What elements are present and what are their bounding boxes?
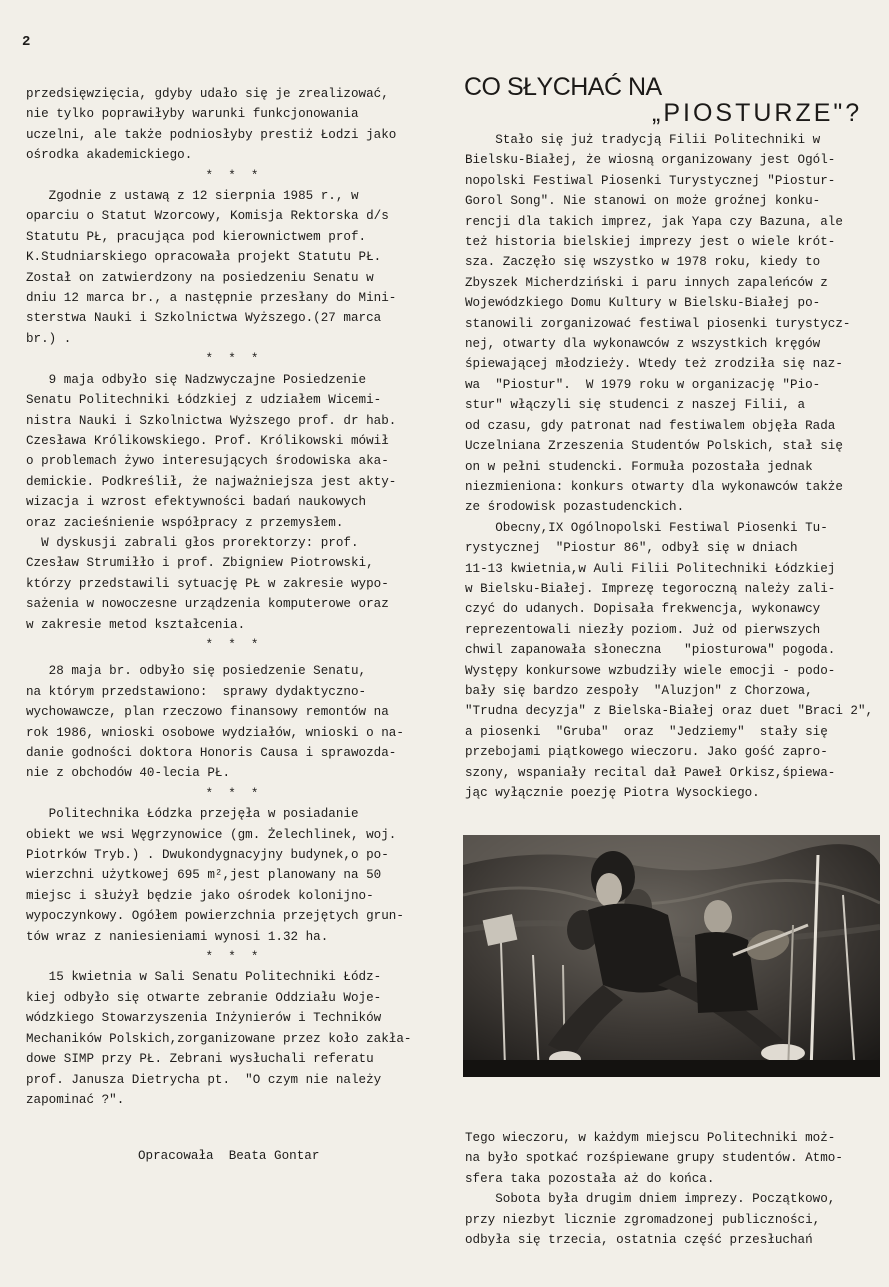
text-line: Sobota była drugim dniem imprezy. Początkowo, xyxy=(465,1192,836,1207)
paragraph xyxy=(26,661,436,783)
right-column-continuation xyxy=(465,1128,880,1250)
text-line: Występy konkursowe wzbudziły wiele emocji - podo- xyxy=(465,663,836,678)
signature xyxy=(26,1146,436,1166)
paragraph xyxy=(465,1128,880,1189)
text-line: Zbyszek Micherdziński i paru innych zapaleńców z xyxy=(465,275,828,290)
text-line: na którym przedstawiono: sprawy dydaktyczno- xyxy=(26,684,367,699)
text-line: a piosenki "Gruba" oraz "Jedziemy" stały się xyxy=(465,724,828,739)
text-line: nie tylko poprawiłyby warunki funkcjonowania xyxy=(26,107,359,122)
text-line: nistra Nauki i Szkolnictwa Wyższego prof. dr hab. xyxy=(26,413,397,428)
text-line: przy niezbyt licznie zgromadzonej publiczności, xyxy=(465,1212,821,1227)
section-separator: * * * xyxy=(205,352,259,367)
paragraph xyxy=(26,84,436,166)
text-line: sza. Zaczęło się wszystko w 1978 roku, kiedy to xyxy=(465,255,821,270)
article-headline-line1: CO SŁYCHAĆ NA xyxy=(464,73,662,101)
text-line: reprezentowali niezły poziom. Już od pierwszych xyxy=(465,622,821,637)
text-line: nej, otwarty dla wykonawców z wszystkich kręgów xyxy=(465,337,821,352)
text-line: 11-13 kwietnia,w Auli Filii Politechniki Łódzkiej xyxy=(465,561,836,576)
section-separator: * * * xyxy=(205,168,259,183)
text-line: od czasu, gdy patronat nad festiwalem objęła Rada xyxy=(465,418,836,433)
text-line: Bielsku-Białej, że wiosną organizowany jest Ogól- xyxy=(465,153,836,168)
text-line: Czesława Królikowskiego. Prof. Królikowski mówił xyxy=(26,433,389,448)
text-line: szony, wspaniały recital dał Paweł Orkisz,śpiewa- xyxy=(465,765,836,780)
text-line: br.) . xyxy=(26,331,72,346)
text-line: Został on zatwierdzony na posiedzeniu Senatu w xyxy=(26,270,374,285)
text-line: stanowili zorganizować festiwal piosenki turystycz- xyxy=(465,316,851,331)
paragraph xyxy=(465,130,880,518)
text-line: rystycznej "Piostur 86", odbył się w dniach xyxy=(465,541,798,556)
text-line: na było spotkać rozśpiewane grupy studentów. Atmo- xyxy=(465,1151,843,1166)
text-line: 28 maja br. odbyło się posiedzenie Senatu, xyxy=(26,664,367,679)
text-line: 15 kwietnia w Sali Senatu Politechniki Łódz- xyxy=(26,970,382,985)
text-line: Gorol Song". Nie stanowi on może groźnej konku- xyxy=(465,194,821,209)
right-column xyxy=(465,130,880,803)
text-line: niezmieniona: konkurs otwarty dla wykonawców także xyxy=(465,479,843,494)
text-line: chwil zapanowała słoneczna "piosturowa" pogoda. xyxy=(465,643,836,658)
text-line: odbyła się trzecia, ostatnia część przesłuchań xyxy=(465,1233,813,1248)
text-line: Senatu Politechniki Łódzkiej z udziałem Wicemi- xyxy=(26,393,382,408)
paragraph xyxy=(26,186,436,349)
text-line: tów wraz z naniesieniami wynosi 1.32 ha. xyxy=(26,929,329,944)
text-line: danie godności doktora Honoris Causa i sprawozda- xyxy=(26,746,397,760)
text-line: wierzchni użytkowej 695 m²,jest planowany na 50 xyxy=(26,868,382,883)
text-line: wizacja i wzrost efektywności badań naukowych xyxy=(26,495,367,510)
text-line: "Trudna decyzja" z Bielska-Białej oraz duet "Braci 2", xyxy=(465,704,874,719)
text-line: dowe SIMP przy PŁ. Zebrani wysłuchali referatu xyxy=(26,1052,374,1067)
article-headline-line2: „PIOSTURZE"? xyxy=(652,99,863,127)
text-line: stur" włączyli się studenci z naszej Filii, a xyxy=(465,398,806,413)
text-line: sfera taka pozostała aż do końca. xyxy=(465,1171,715,1186)
paragraph xyxy=(26,804,436,947)
section-separator: * * * xyxy=(205,950,259,965)
text-line: jąc wyłącznie poezję Piotra Wysockiego. xyxy=(465,786,760,800)
text-line: obiekt we wsi Węgrzynowice (gm. Żelechlinek, woj. xyxy=(26,827,397,842)
text-line: którzy przedstawili sytuację PŁ w zakresie wypo- xyxy=(26,576,389,591)
text-line: Stało się już tradycją Filii Politechniki w xyxy=(465,133,821,147)
text-line: ośrodka akademickiego. xyxy=(26,148,193,163)
text-line: Obecny,IX Ogólnopolski Festiwal Piosenki Tu- xyxy=(465,520,828,535)
text-line: w Bielsku-Białej. Imprezę tegoroczną należy zali- xyxy=(465,581,836,596)
text-line: wypoczynkowy. Ogółem powierzchnia przejętych grun- xyxy=(26,909,404,924)
text-line: oparciu o Statut Wzorcowy, Komisja Rektorska d/s xyxy=(26,209,389,224)
text-line: demickie. Podkreślił, że najważniejsza jest akty- xyxy=(26,474,397,489)
text-line: o problemach żywo interesujących środowiska aka- xyxy=(26,454,389,469)
text-line: prof. Janusza Dietrycha pt. "O czym nie należy xyxy=(26,1072,382,1087)
text-line: wychowawcze, plan rzeczowo finansowy remontów na xyxy=(26,705,389,720)
text-line: Czesław Strumiłło i prof. Zbigniew Piotrowski, xyxy=(26,556,374,571)
text-line: Zgodnie z ustawą z 12 sierpnia 1985 r., w xyxy=(26,189,359,204)
text-line: miejsc i służył będzie jako ośrodek kolonijno- xyxy=(26,888,374,903)
text-line: bały się bardzo zespoły "Aluzjon" z Chorzowa, xyxy=(465,683,813,698)
concert-photo xyxy=(463,835,880,1077)
text-line: nie z obchodów 40-lecia PŁ. xyxy=(26,766,231,781)
text-line: oraz zacieśnienie współpracy z przemysłem. xyxy=(26,515,344,530)
text-line: nopolski Festiwal Piosenki Turystycznej "Piostur- xyxy=(465,173,836,188)
text-line: rencji dla takich imprez, jak Yapa czy Bazuna, ale xyxy=(465,214,843,229)
paragraph xyxy=(465,518,880,804)
page-number: 2 xyxy=(22,34,31,50)
text-line: Statutu PŁ, pracująca pod kierownictwem prof. xyxy=(26,229,367,244)
text-line: on w pełni studencki. Formuła pozostała jednak xyxy=(465,459,813,474)
text-line: Wojewódzkiego Domu Kultury w Bielsku-Białej po- xyxy=(465,296,821,311)
text-line: śpiewającej młodzieży. Wtedy też zrodziła się naz- xyxy=(465,357,843,372)
left-column xyxy=(26,84,436,1167)
section-separator: * * * xyxy=(205,637,259,652)
text-line: ze środowisk pozastudenckich. xyxy=(465,500,685,515)
paragraph xyxy=(465,1189,880,1250)
text-line: czyć do udanych. Dopisała frekwencja, wykonawcy xyxy=(465,602,821,617)
text-line: rok 1986, wnioski osobowe wydziałów, wnioski o na- xyxy=(26,725,404,740)
text-line: W dyskusji zabrali głos prorektorzy: prof. xyxy=(26,535,359,550)
text-line: wa "Piostur". W 1979 roku w organizację "Pio- xyxy=(465,377,821,392)
text-line: Mechaników Polskich,zorganizowane przez koło zakła- xyxy=(26,1031,412,1046)
text-line: zapominać ?". xyxy=(26,1092,125,1107)
author-credit: Opracowała Beata Gontar xyxy=(138,1149,320,1164)
text-line: Uczelniana Zrzeszenia Studentów Polskich, stał się xyxy=(465,439,843,454)
text-line: Politechnika Łódzka przejęła w posiadanie xyxy=(26,807,359,822)
text-line: sterstwa Nauki i Szkolnictwa Wyższego.(27 marca xyxy=(26,311,382,326)
text-line: uczelni, ale także podniosłyby prestiż Łodzi jako xyxy=(26,127,397,142)
text-line: też historia bielskiej imprezy jest o wiele krót- xyxy=(465,235,836,250)
text-line: w zakresie metod kształcenia. xyxy=(26,617,246,632)
text-line: dniu 12 marca br., a następnie przesłany do Mini- xyxy=(26,291,397,306)
text-line: 9 maja odbyło się Nadzwyczajne Posiedzenie xyxy=(26,372,367,387)
paragraph xyxy=(26,967,436,1110)
text-line: Tego wieczoru, w każdym miejscu Politechniki moż- xyxy=(465,1131,836,1145)
photo-image xyxy=(463,835,880,1077)
text-line: kiej odbyło się otwarte zebranie Oddziału Woje- xyxy=(26,990,382,1005)
text-line: Piotrków Tryb.) . Dwukondygnacyjny budynek,o po- xyxy=(26,848,389,863)
section-separator: * * * xyxy=(205,786,259,801)
text-line: wódzkiego Stowarzyszenia Inżynierów i Techników xyxy=(26,1011,382,1026)
text-line: K.Studniarskiego opracowała projekt Statutu PŁ. xyxy=(26,250,382,265)
text-line: sażenia w nowoczesne urządzenia komputerowe oraz xyxy=(26,597,389,612)
paragraph xyxy=(26,370,436,635)
text-line: przedsięwzięcia, gdyby udało się je zrealizować, xyxy=(26,87,389,101)
text-line: przebojami piątkowego wieczoru. Jako gość zapro- xyxy=(465,745,828,760)
